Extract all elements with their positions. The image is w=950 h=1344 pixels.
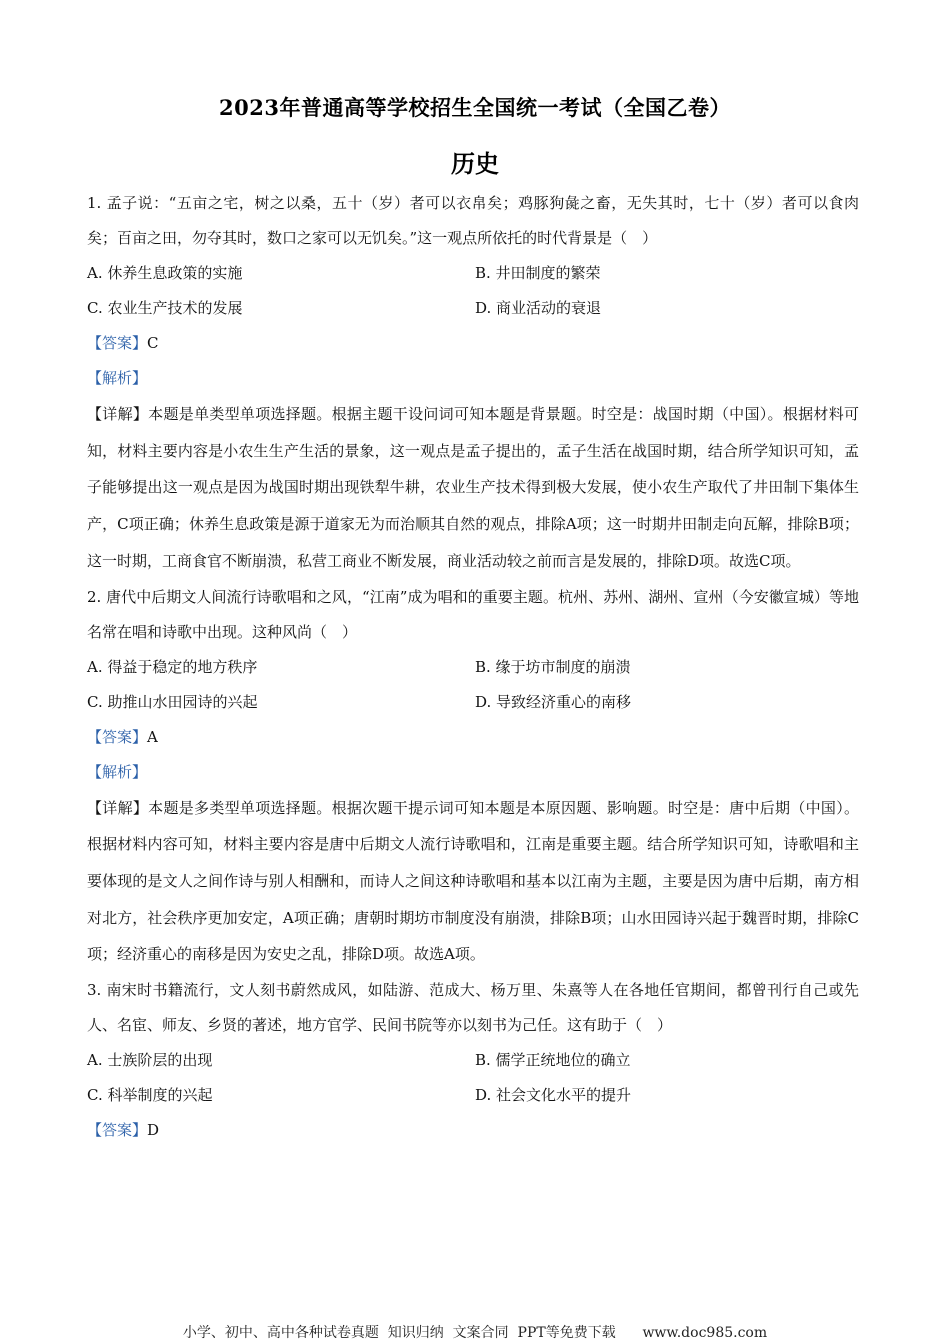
- detail-text: 本题是多类型单项选择题。根据次题干提示词可知本题是本原因题、影响题。时空是：唐中后期（中国）。根据材料内容可知，材料主要内容是唐中后期文人流行诗歌唱和，江南是重要主题。结合所学知识可知，诗歌唱和主要体现的是文人之间作诗与别人相酬和，而诗人之间这种诗歌唱和基本以江南为主题，主要是因为唐中后期，南方相对北方，社会秩序更加安定，A项正确；唐朝时期坊市制度没有崩溃，排除B项；山水田园诗兴起于魏晋时期，排除C项；经济重心的南移是因为安史之乱，排除D项。故选A项。: [87, 798, 859, 964]
- question-content: [87, 186, 859, 1148]
- question-3: [87, 973, 859, 1148]
- detail-text: 本题是单类型单项选择题。根据主题干设问词可知本题是背景题。时空是：战国时期（中国）。根据材料可知，材料主要内容是小农生生产生活的景象，这一观点是孟子提出的，孟子生活在战国时期，结合所学知识可知，孟子能够提出这一观点是因为战国时期出现铁犁牛耕，农业生产技术得到极大发展，使小农生产取代了井田制下集体生产，C项正确；休养生息政策是源于道家无为而治顺其自然的观点，排除A项；这一时期井田制走向瓦解，排除B项；这一时期，工商食官不断崩溃，私营工商业不断发展，商业活动较之前而言是发展的，排除D项。故选C项。: [87, 405, 859, 570]
- option-list: [87, 650, 859, 720]
- answer-value: D: [147, 1121, 160, 1140]
- explanation: [87, 396, 859, 580]
- question-stem: 2. 唐代中后期文人间流行诗歌唱和之风，“江南”成为唱和的重要主题。杭州、苏州、湖州、宣州（今安徽宣城）等地名常在唱和诗歌中出现。这种风尚（ ）: [87, 587, 859, 641]
- option-d: D. 社会文化水平的提升: [475, 1086, 632, 1105]
- option-d: D. 商业活动的衰退: [475, 299, 602, 317]
- answer-value: C: [147, 334, 159, 352]
- option-a: A. 休养生息政策的实施: [87, 264, 243, 282]
- answer-value: A: [147, 727, 158, 746]
- answer-line: [87, 720, 859, 755]
- answer-line: [87, 1113, 859, 1148]
- option-b: B. 儒学正统地位的确立: [475, 1051, 631, 1070]
- analysis-tag: 【解析】: [87, 762, 148, 781]
- option-b: B. 缘于坊市制度的崩溃: [475, 657, 631, 676]
- option-d: D. 导致经济重心的南移: [475, 692, 632, 711]
- question-1: [87, 186, 859, 580]
- question-stem: 3. 南宋时书籍流行，文人刻书蔚然成风，如陆游、范成大、杨万里、朱熹等人在各地任官期间，都曾刊行自己或先人、名宦、师友、乡贤的著述，地方官学、民间书院等亦以刻书为己任。这有助于（ ）: [87, 981, 859, 1035]
- footer-watermark: 小学、初中、高中各种试卷真题 知识归纳 文案合同 PPT等免费下载 www.doc985.com: [182, 1325, 768, 1341]
- answer-tag: 【答案】: [87, 727, 148, 746]
- subject-title: 历史: [451, 149, 499, 178]
- option-b: B. 井田制度的繁荣: [475, 264, 601, 282]
- option-c: C. 助推山水田园诗的兴起: [87, 692, 258, 711]
- exam-title: 2023年普通高等学校招生全国统一考试（全国乙卷）: [219, 95, 731, 120]
- detail-tag: 【详解】: [87, 798, 149, 817]
- analysis-tag: 【解析】: [87, 369, 148, 387]
- option-list: [87, 256, 859, 326]
- explanation: [87, 790, 859, 974]
- option-list: [87, 1043, 859, 1113]
- answer-line: [87, 326, 859, 361]
- option-a: A. 士族阶层的出现: [87, 1051, 213, 1070]
- question-2: [87, 580, 859, 974]
- answer-tag: 【答案】: [87, 1121, 148, 1140]
- analysis-line: [87, 755, 859, 790]
- detail-tag: 【详解】: [87, 405, 149, 423]
- answer-tag: 【答案】: [87, 334, 148, 352]
- analysis-line: [87, 361, 859, 396]
- option-c: C. 科举制度的兴起: [87, 1086, 213, 1105]
- option-c: C. 农业生产技术的发展: [87, 299, 243, 317]
- option-a: A. 得益于稳定的地方秩序: [87, 657, 258, 676]
- question-stem: 1. 孟子说：“五亩之宅，树之以桑，五十（岁）者可以衣帛矣；鸡豚狗彘之畜，无失其时，七十（岁）者可以食肉矣；百亩之田，勿夺其时，数口之家可以无饥矣。”这一观点所依托的时代背景是（ ）: [87, 194, 859, 247]
